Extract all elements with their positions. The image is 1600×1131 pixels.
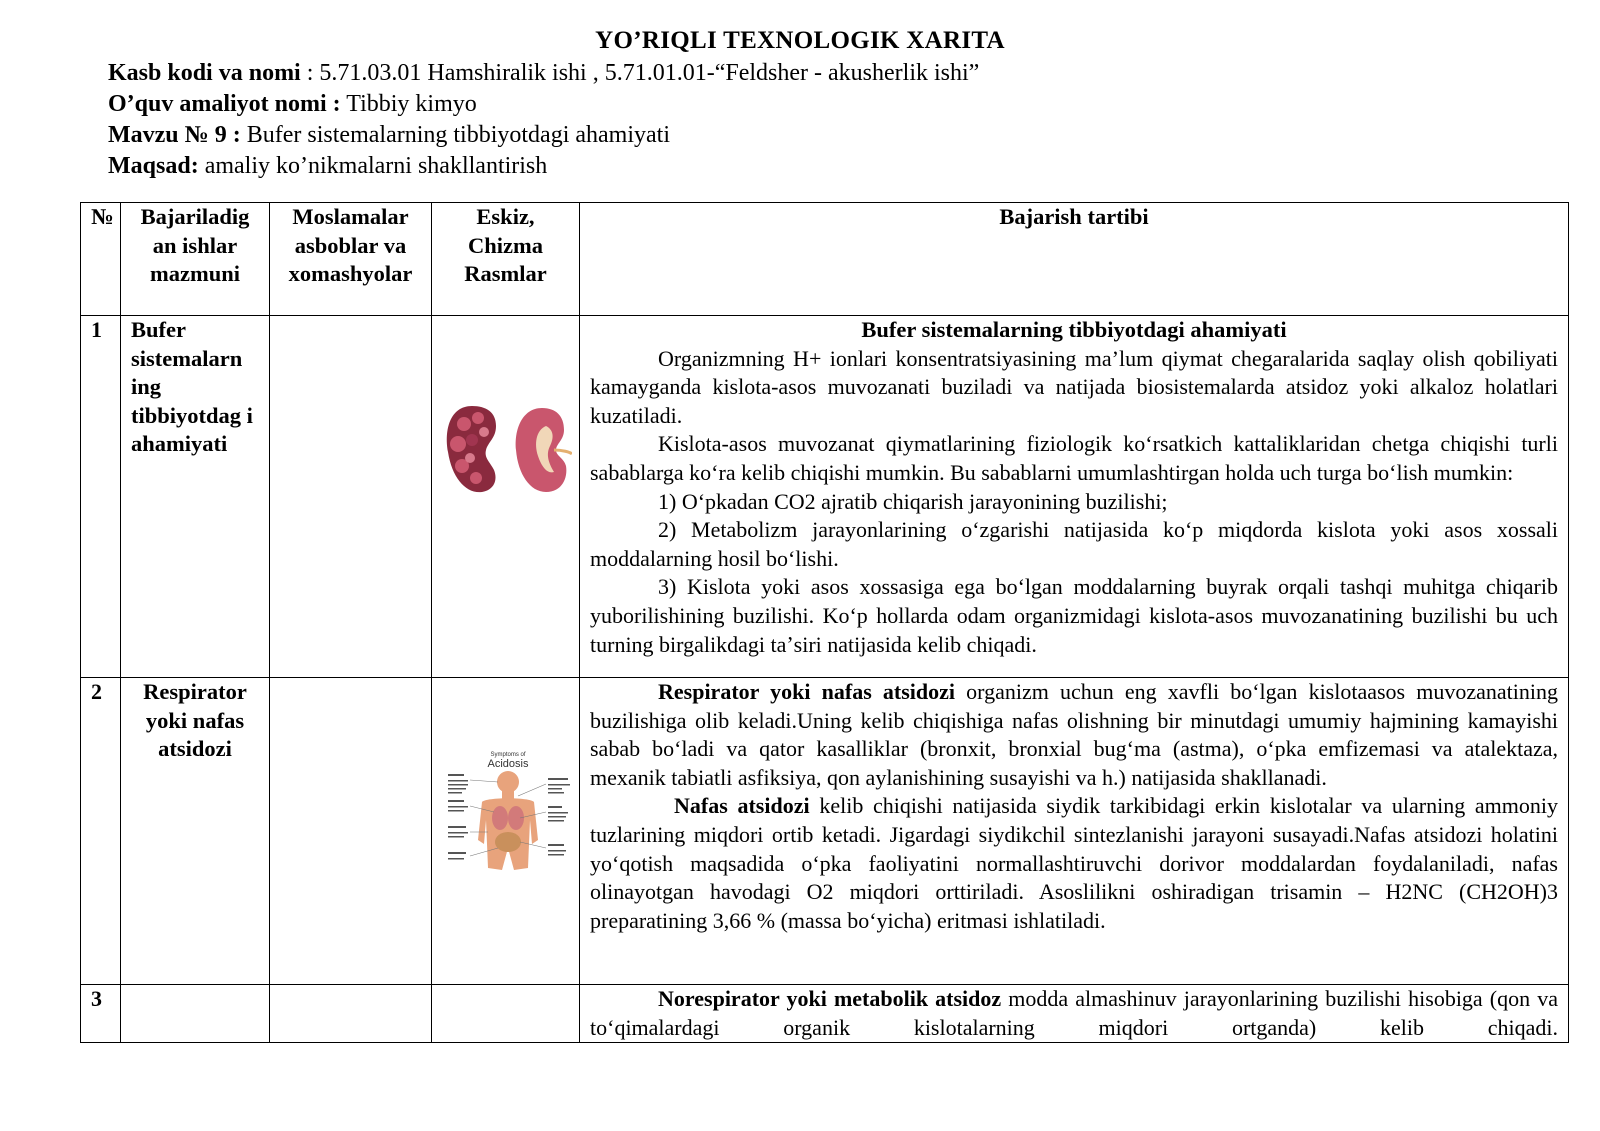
list-item: 2) Metabolizm jarayonlarining oʻzgarishi natijasida koʻp miqdorda kislota yoki asos xossali moddalarning hosil boʻlishi. bbox=[590, 517, 1558, 571]
acidosis-symptoms-figure bbox=[442, 748, 574, 888]
paragraph bbox=[590, 678, 1558, 792]
paragraph-text: organizm uchun eng xavfli boʻlgan kislotaasos muvozanatining buzilishiga olib keladi.Uning kelib chiqishiga nafas olishning bir minutdagi umumiy hajmining kamayishi sabab boʻladi va qator kasalliklar (bronxit, bronxial bugʻma (astma), oʻpka emfizemasi va atalektaza, mexanik tabiatli asfiksiya, qon aylanishining susayishi va h.) natijasida shakllanadi. bbox=[590, 679, 1558, 790]
header-content: Bajariladig an ishlar mazmuni bbox=[121, 203, 270, 316]
row-number: 1 bbox=[81, 316, 121, 678]
meta-value: amaliy ko’nikmalarni shakllantirish bbox=[204, 153, 548, 179]
row-tools-cell bbox=[270, 678, 432, 985]
kidney-diseased-image bbox=[447, 406, 496, 492]
human-body-image bbox=[478, 771, 538, 870]
kidney-healthy-image bbox=[516, 408, 572, 492]
row-procedure-cell bbox=[580, 678, 1569, 985]
paragraph bbox=[590, 985, 1558, 1042]
paragraph-lead: Nafas atsidozi bbox=[674, 793, 810, 819]
kidney-illustration bbox=[442, 400, 572, 500]
technology-map-table bbox=[80, 202, 1569, 1043]
row-topic: Respirator yoki nafas atsidozi bbox=[121, 678, 270, 985]
meta-row-profession bbox=[108, 58, 979, 89]
row-sketch-cell bbox=[432, 985, 580, 1043]
table-header-row bbox=[81, 203, 1569, 316]
symptom-labels-right bbox=[548, 778, 570, 856]
row-procedure-cell bbox=[580, 985, 1569, 1043]
figure-caption: Acidosis bbox=[487, 758, 529, 770]
row-procedure-cell bbox=[580, 316, 1569, 678]
paragraph-lead: Respirator yoki nafas atsidozi bbox=[658, 679, 956, 704]
paragraph-text: modda almashinuv jarayonlarining buzilishi hisobiga (qon va toʻqimalardagi organik kislotalarning miqdori ortganda) kelib chiqadi. bbox=[590, 986, 1558, 1040]
header-tools: Moslamalar asboblar va xomashyolar bbox=[270, 203, 432, 316]
meta-label: O’quv amaliyot nomi : bbox=[108, 91, 341, 117]
row-number: 2 bbox=[81, 678, 121, 985]
paragraph: Organizmning H+ ionlari konsentratsiyasining ma’lum qiymat chegaralarida saqlay olish qobiliyati kamayganda kislota-asos muvozanati buziladi va natijada biosistemalarda atsidoz yoki alkaloz holatlari kuzatiladi. bbox=[590, 345, 1558, 428]
figure-caption-small: Symptoms of bbox=[490, 752, 526, 758]
list-item: 1) Oʻpkadan CO2 ajratib chiqarish jarayonining buzilishi; bbox=[658, 488, 1168, 514]
paragraph bbox=[590, 792, 1558, 935]
row-tools-cell bbox=[270, 316, 432, 678]
meta-label: Maqsad: bbox=[108, 153, 199, 179]
symptom-labels-left bbox=[448, 774, 468, 860]
row-tools-cell bbox=[270, 985, 432, 1043]
header-procedure: Bajarish tartibi bbox=[580, 203, 1569, 316]
row-number: 3 bbox=[81, 985, 121, 1043]
section-title: Bufer sistemalarning tibbiyotdagi ahamiyati bbox=[861, 317, 1287, 342]
header-number: № bbox=[81, 203, 121, 316]
row-sketch-cell bbox=[432, 316, 580, 678]
row-sketch-cell bbox=[432, 678, 580, 985]
meta-sep: : bbox=[300, 60, 320, 86]
meta-value: 5.71.03.01 Hamshiralik ishi , 5.71.01.01-“Feldsher - akusherlik ishi” bbox=[319, 60, 980, 86]
paragraph-lead: Norespirator yoki metabolik atsidoz bbox=[658, 986, 1002, 1011]
meta-value: Tibbiy kimyo bbox=[346, 91, 477, 117]
table-row bbox=[81, 316, 1569, 678]
table-row bbox=[81, 985, 1569, 1043]
document-meta bbox=[108, 58, 979, 182]
paragraph: Kislota-asos muvozanat qiymatlarining fiziologik koʻrsatkich kattaliklaridan chetga chiqishi turli sabablarga koʻra kelib chiqishi mumkin. Bu sabablarni umumlashtirgan holda uch turga boʻlish mumkin: bbox=[590, 431, 1558, 485]
meta-row-goal bbox=[108, 151, 979, 182]
header-sketch: Eskiz, Chizma Rasmlar bbox=[432, 203, 580, 316]
document-title: YO’RIQLI TEXNOLOGIK XARITA bbox=[595, 27, 1005, 54]
row-topic bbox=[121, 985, 270, 1043]
paragraph-text: kelib chiqishi natijasida siydik tarkibidagi erkin kislotalar va ularning ammoniy tuzlarining miqdori ortib ketadi. Jigardagi siydikchil sintezlanishi jarayoni susayadi.Nafas atsidozi holatini yoʻqotish maqsadida oʻpka faoliyatini normallashtiruvchi dorivor moddalardan foydalaniladi, nafas olinayotgan havodagi O2 miqdori orttiriladi. Asoslilikni oshiradigan trisamin – H2NC (CH2OH)3 preparatining 3,66 % (massa boʻyicha) eritmasi ishlatiladi. bbox=[590, 793, 1559, 933]
meta-label: Kasb kodi va nomi bbox=[108, 60, 301, 86]
table-row bbox=[81, 678, 1569, 985]
list-item: 3) Kislota yoki asos xossasiga ega boʻlgan moddalarning buyrak orqali tashqi muhitga chiqarib yuborilishining buzilishi. Koʻp hollarda odam organizmidagi kislota-asos muvozanatining buzilishi bu uch turning birgalikdagi taʼsiri natijasida kelib chiqadi. bbox=[590, 574, 1558, 657]
meta-row-practice bbox=[108, 89, 979, 120]
meta-label: Mavzu № 9 : bbox=[108, 122, 241, 148]
row-topic: Bufer sistemalarn ing tibbiyotdag i ahamiyati bbox=[121, 316, 270, 678]
meta-row-topic bbox=[108, 120, 979, 151]
meta-value: Bufer sistemalarning tibbiyotdagi ahamiyati bbox=[246, 122, 670, 148]
